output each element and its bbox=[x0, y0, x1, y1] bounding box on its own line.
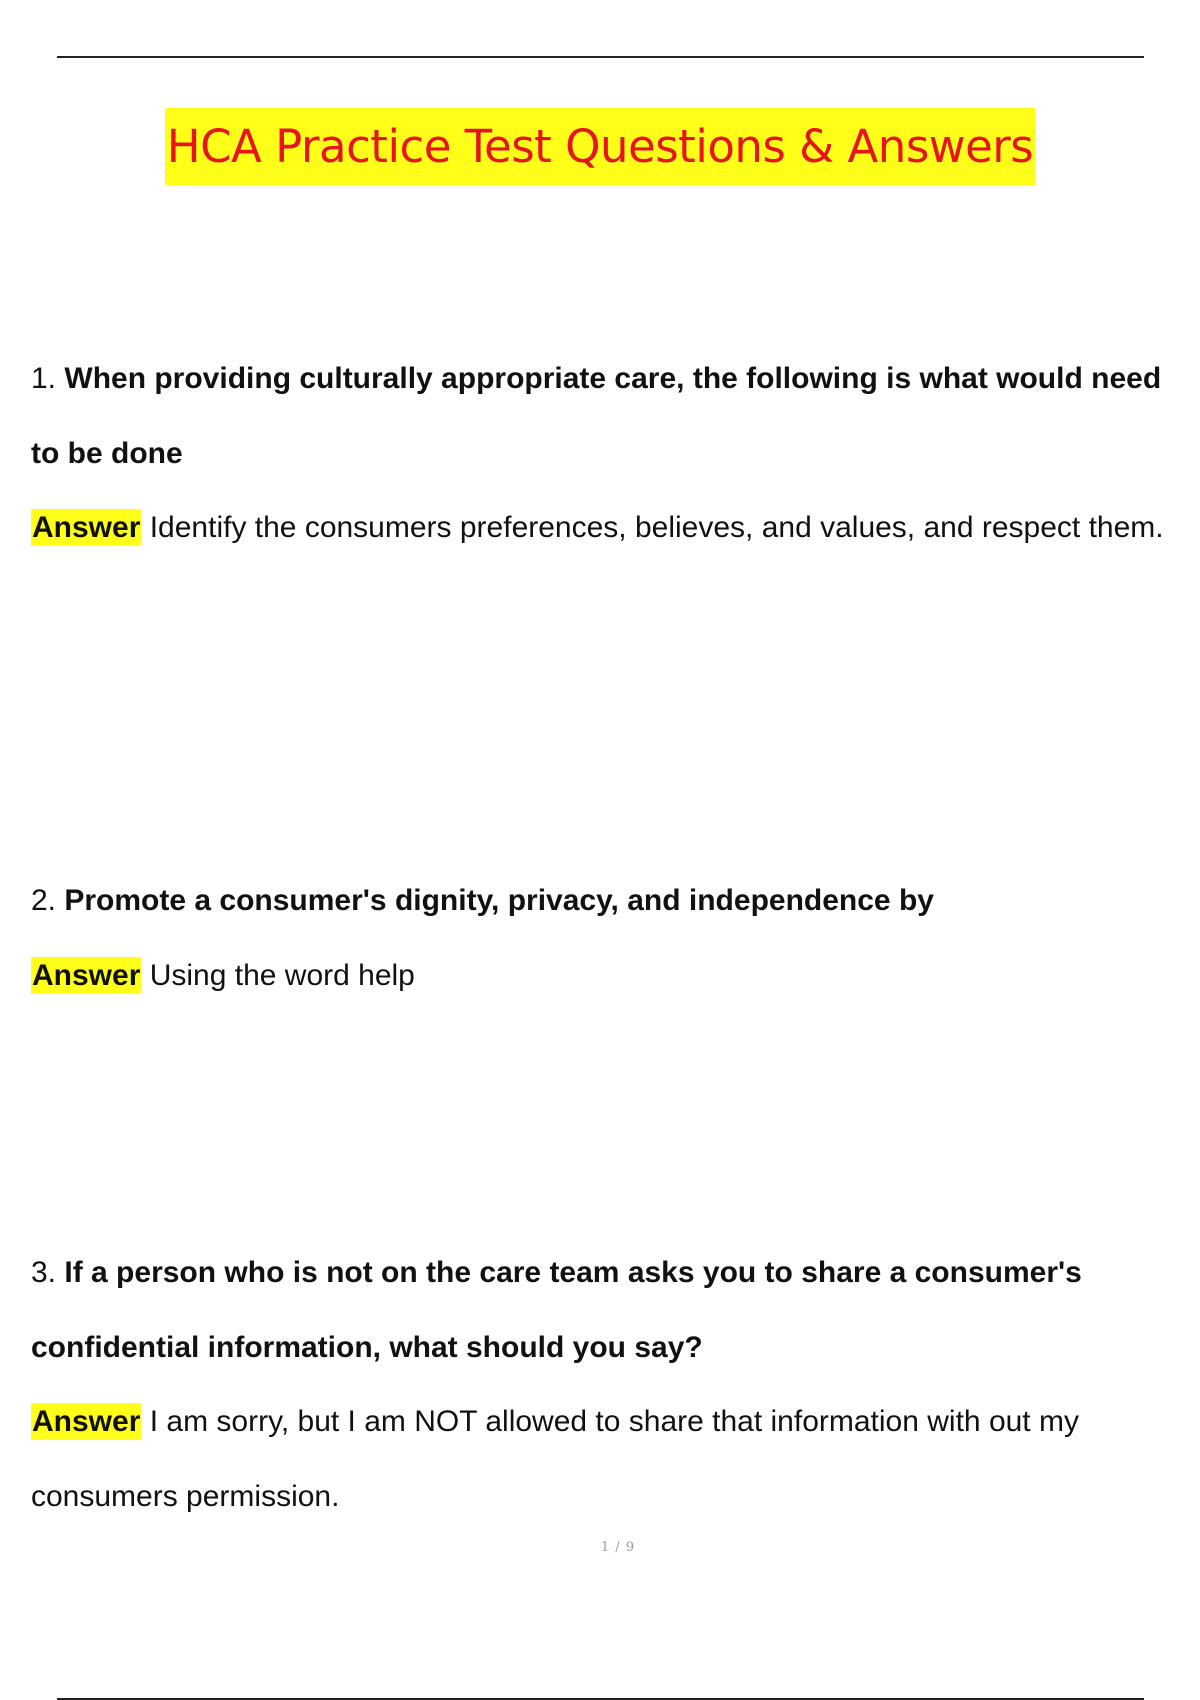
page-number: 1 / 9 bbox=[600, 1540, 636, 1555]
question-line bbox=[31, 342, 1171, 491]
question-item bbox=[31, 1236, 1171, 1534]
answer-label: Answer bbox=[32, 958, 141, 992]
question-text: When providing culturally appropriate care, the following is what would need to be done bbox=[31, 362, 1162, 470]
question-number: 3. bbox=[31, 1256, 57, 1289]
question-item bbox=[31, 864, 1171, 1013]
answer-line bbox=[31, 939, 1171, 1014]
answer-line bbox=[31, 1385, 1171, 1534]
question-line bbox=[31, 1236, 1171, 1385]
question-item bbox=[31, 342, 1171, 566]
answer-text: Using the word help bbox=[149, 958, 415, 992]
answer-label: Answer bbox=[32, 511, 141, 544]
question-number: 2. bbox=[31, 884, 57, 917]
answer-text: I am sorry, but I am NOT allowed to share that information with out my consumers permission. bbox=[31, 1405, 1079, 1513]
answer-label: Answer bbox=[32, 1405, 141, 1438]
question-number: 1. bbox=[31, 362, 57, 395]
top-divider bbox=[57, 56, 1144, 58]
document-title: HCA Practice Test Questions & Answers bbox=[165, 108, 1035, 185]
answer-text: Identify the consumers preferences, believes, and values, and respect them. bbox=[149, 511, 1164, 544]
title-block bbox=[0, 108, 1200, 185]
question-text: Promote a consumer's dignity, privacy, and independence by bbox=[64, 884, 934, 917]
answer-line bbox=[31, 491, 1171, 566]
question-line bbox=[31, 864, 1171, 939]
question-text: If a person who is not on the care team asks you to share a consumer's confidential information, what should you say? bbox=[31, 1256, 1082, 1364]
